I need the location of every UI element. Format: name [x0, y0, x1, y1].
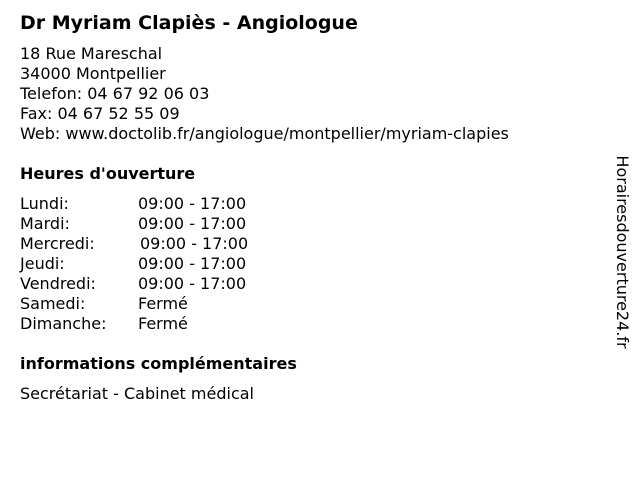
hours-value: 09:00 - 17:00 — [138, 254, 247, 273]
fax-number: Fax: 04 67 52 55 09 — [20, 104, 180, 123]
contact-block — [20, 44, 509, 144]
day-label: Jeudi: — [20, 254, 65, 273]
day-label: Vendredi: — [20, 274, 96, 293]
hours-value: Fermé — [138, 294, 188, 313]
opening-hours-heading: Heures d'ouverture — [20, 164, 196, 183]
day-label: Dimanche: — [20, 314, 107, 333]
day-label: Lundi: — [20, 194, 69, 213]
additional-info-heading: informations complémentaires — [20, 354, 297, 373]
address-city: 34000 Montpellier — [20, 64, 166, 83]
page-title: Dr Myriam Clapiès - Angiologue — [20, 12, 358, 34]
hours-value: Fermé — [138, 314, 188, 333]
website-url: Web: www.doctolib.fr/angiologue/montpellier/myriam-clapies — [20, 124, 509, 143]
hours-value: 09:00 - 17:00 — [140, 234, 249, 253]
day-label: Mardi: — [20, 214, 70, 233]
address-street: 18 Rue Mareschal — [20, 44, 163, 63]
hours-value: 09:00 - 17:00 — [138, 194, 247, 213]
phone-number: Telefon: 04 67 92 06 03 — [20, 84, 210, 103]
site-watermark: Horairesdouverture24.fr — [613, 155, 632, 349]
hours-value: 09:00 - 17:00 — [138, 214, 247, 233]
additional-info-text: Secrétariat - Cabinet médical — [20, 384, 254, 403]
hours-value: 09:00 - 17:00 — [138, 274, 247, 293]
day-label: Samedi: — [20, 294, 86, 313]
day-label: Mercredi: — [20, 234, 95, 253]
